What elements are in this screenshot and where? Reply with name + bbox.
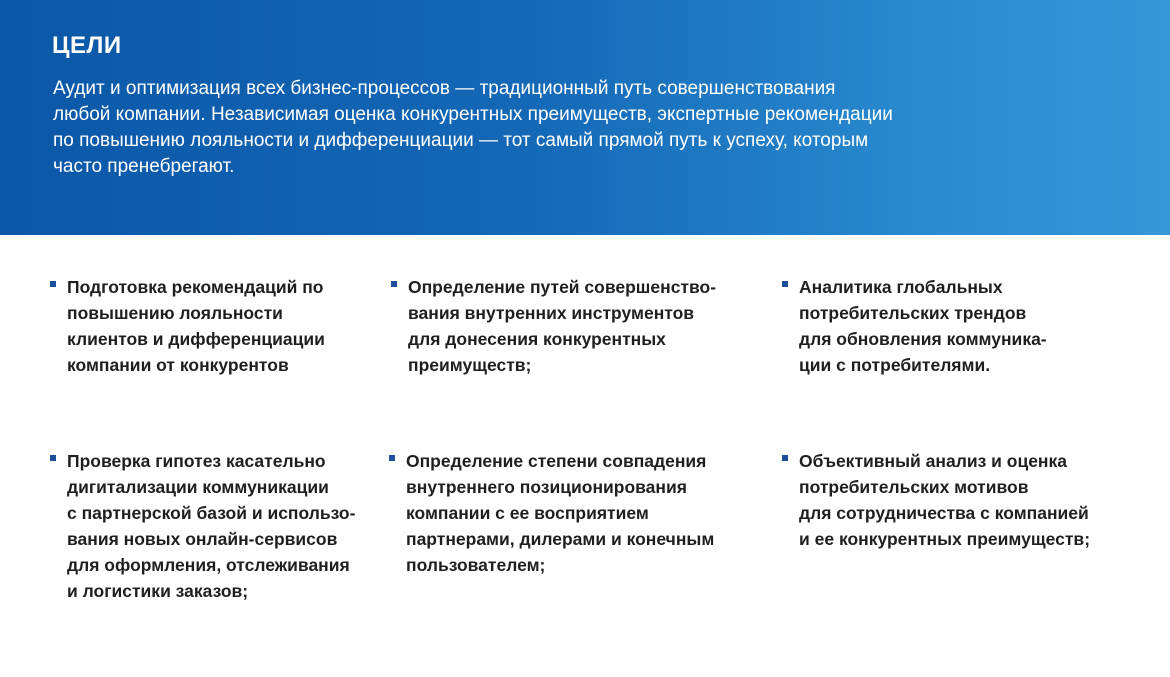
square-bullet-icon bbox=[391, 281, 397, 287]
header-banner bbox=[0, 0, 1170, 235]
square-bullet-icon bbox=[782, 281, 788, 287]
goal-text: Объективный анализ и оценка потребительских мотивов для сотрудничества с компанией и ее конкурентных преимуществ; bbox=[799, 451, 1091, 549]
square-bullet-icon bbox=[389, 455, 395, 461]
goal-text: Определение степени совпадения внутреннего позиционирования компании с ее восприятием партнерами, дилерами и конечным пользователем; bbox=[406, 451, 715, 575]
intro-paragraph: Аудит и оптимизация всех бизнес-процессов — традиционный путь совершенствования любой компании. Независимая оценка конкурентных преимуществ, экспертные рекомендации по повышению лояльности и дифференциации — тот самый прямой путь к успеху, которым часто пренебрегают. bbox=[53, 78, 893, 177]
goal-text: Подготовка рекомендаций по повышению лояльности клиентов и дифференциации компании от конкурентов bbox=[67, 277, 325, 375]
goal-text: Определение путей совершенство- вания внутренних инструментов для донесения конкурентных преимуществ; bbox=[408, 277, 717, 375]
square-bullet-icon bbox=[50, 455, 56, 461]
square-bullet-icon bbox=[782, 455, 788, 461]
goal-text: Проверка гипотез касательно дигитализации коммуникации с партнерской базой и использо- вания новых онлайн-сервисов для оформления, отслеживания и логистики заказов; bbox=[67, 451, 356, 601]
page-title: ЦЕЛИ bbox=[52, 32, 122, 59]
goal-text: Аналитика глобальных потребительских трендов для обновления коммуника- ции с потребителями. bbox=[799, 277, 1047, 375]
square-bullet-icon bbox=[50, 281, 56, 287]
